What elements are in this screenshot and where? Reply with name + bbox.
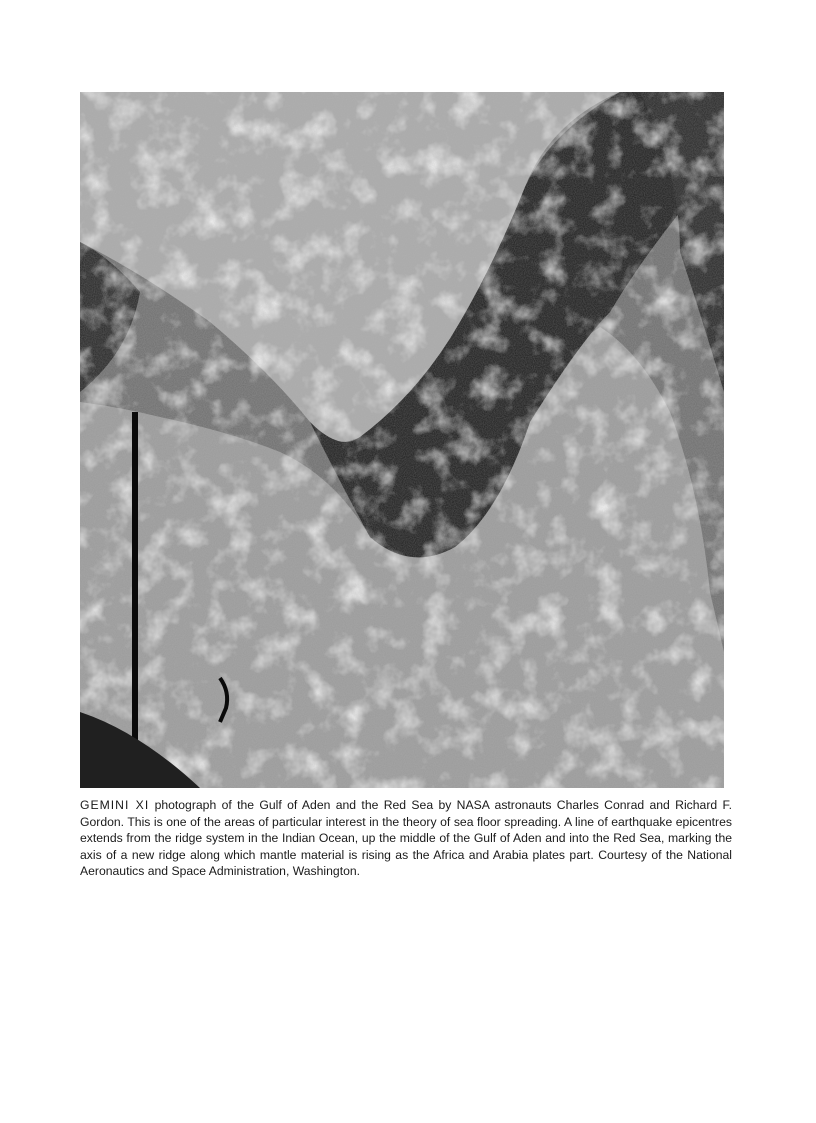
gulf-of-aden-red-sea-image: [80, 92, 724, 788]
satellite-photograph: [80, 92, 724, 788]
caption-lead: GEMINI XI: [80, 798, 150, 812]
spacecraft-antenna: [132, 412, 138, 788]
film-grain: [80, 92, 724, 788]
figure-caption: [80, 797, 732, 880]
caption-text: photograph of the Gulf of Aden and the Red Sea by NASA astronauts Charles Conrad and Richard F. Gordon. This is one of the areas of particular interest in the theory of sea floor spreading. A line of earthquake epicentres extends from the ridge system in the Indian Ocean, up the middle of the Gulf of Aden and into the Red Sea, marking the axis of a new ridge along which mantle material is rising as the Africa and Arabia plates part. Courtesy of the National Aeronautics and Space Administration, Washington.: [80, 798, 732, 878]
